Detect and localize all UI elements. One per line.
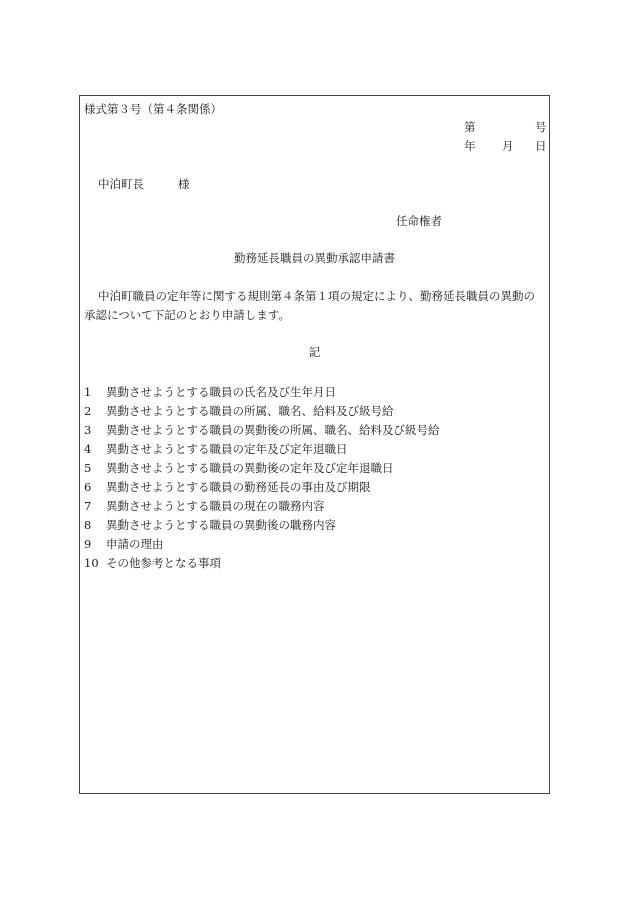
body-paragraph: 中泊町職員の定年等に関する規則第４条第１項の規定により、勤務延長職員の異動の承認について下記のとおり申請します。 — [84, 289, 535, 322]
item-text: 異動させようとする職員の異動後の職務内容 — [106, 518, 336, 532]
item-number: 7 — [84, 499, 92, 513]
list-item — [84, 440, 440, 459]
number-suffix: 号 — [535, 120, 547, 134]
item-text: 申請の理由 — [106, 537, 164, 551]
item-text: 異動させようとする職員の定年及び定年退職日 — [106, 442, 348, 456]
ki-heading: 記 — [308, 345, 321, 359]
item-text: 異動させようとする職員の現在の職務内容 — [106, 499, 325, 513]
list-item — [84, 516, 440, 535]
item-number: 10 — [84, 556, 99, 570]
addressee: 中泊町長 — [98, 177, 144, 191]
item-text: 異動させようとする職員の異動後の定年及び定年退職日 — [106, 461, 394, 475]
appointer: 任命権者 — [396, 214, 442, 228]
item-number: 9 — [84, 537, 92, 551]
list-item — [84, 554, 440, 573]
item-list — [84, 383, 440, 573]
date-day-label: 日 — [535, 139, 547, 153]
item-number: 6 — [84, 480, 92, 494]
date-month-label: 月 — [502, 139, 514, 153]
item-text: 異動させようとする職員の氏名及び生年月日 — [106, 385, 336, 399]
document-title: 勤務延長職員の異動承認申請書 — [234, 251, 395, 265]
item-number: 4 — [84, 442, 92, 456]
number-prefix: 第 — [464, 120, 476, 134]
form-label: 様式第３号（第４条関係） — [84, 102, 222, 116]
date-year-label: 年 — [464, 139, 476, 153]
item-text: 異動させようとする職員の異動後の所属、職名、給料及び級号給 — [106, 423, 440, 437]
item-number: 5 — [84, 461, 92, 475]
item-text: 異動させようとする職員の所属、職名、給料及び級号給 — [106, 404, 394, 418]
item-number: 2 — [84, 404, 92, 418]
list-item — [84, 535, 440, 554]
list-item — [84, 497, 440, 516]
list-item — [84, 459, 440, 478]
form-frame — [79, 95, 550, 794]
item-text: 異動させようとする職員の勤務延長の事由及び期限 — [106, 480, 371, 494]
list-item — [84, 478, 440, 497]
item-number: 3 — [84, 423, 92, 437]
item-number: 1 — [84, 385, 92, 399]
list-item — [84, 402, 440, 421]
list-item — [84, 383, 440, 402]
list-item — [84, 421, 440, 440]
addressee-honorific: 様 — [178, 177, 190, 191]
item-number: 8 — [84, 518, 92, 532]
item-text: その他参考となる事項 — [106, 556, 221, 570]
